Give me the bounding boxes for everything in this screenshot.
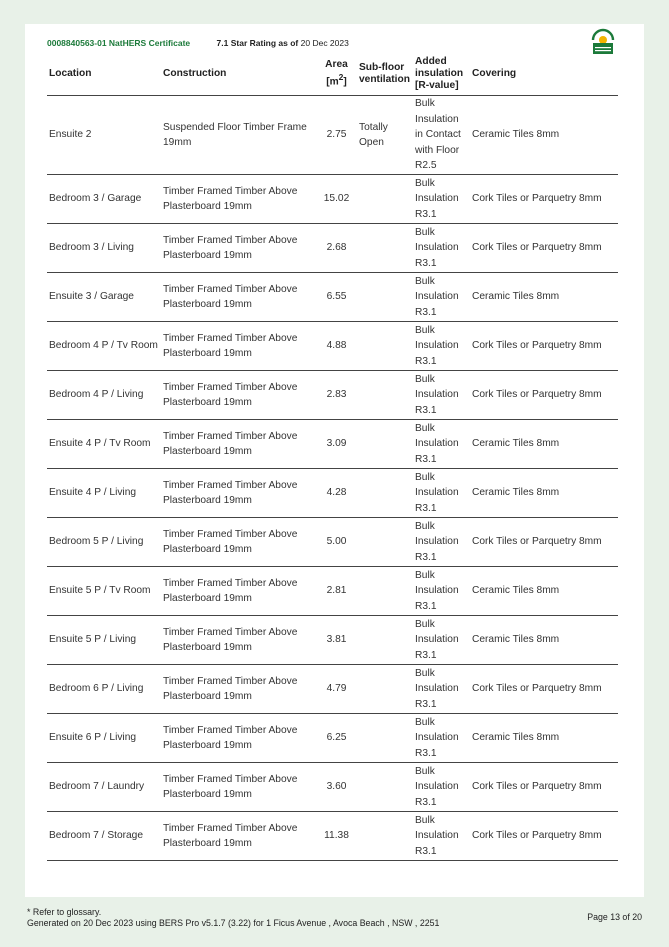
cell-subfloor (357, 616, 413, 665)
cell-subfloor (357, 812, 413, 861)
insulation-label-1: Added (415, 56, 447, 67)
table-row (47, 224, 618, 273)
table-row (47, 714, 618, 763)
area-unit-close: ] (343, 76, 347, 88)
area-unit-sup: 2 (338, 72, 344, 83)
glossary-note: * Refer to glossary. (27, 907, 102, 917)
table-row (47, 322, 618, 371)
cell-location: Ensuite 3 / Garage (47, 273, 161, 322)
page-header (47, 38, 349, 48)
cell-covering: Cork Tiles or Parquetry 8mm (470, 322, 618, 371)
column-header-location: Location (47, 53, 161, 96)
cell-subfloor: Totally Open (357, 96, 413, 175)
cell-subfloor (357, 175, 413, 224)
cell-location: Ensuite 5 P / Tv Room (47, 567, 161, 616)
cell-construction: Suspended Floor Timber Frame 19mm (161, 96, 316, 175)
cell-insulation: Bulk Insulation R3.1 (413, 322, 470, 371)
cell-area: 3.81 (316, 616, 357, 665)
cell-subfloor (357, 371, 413, 420)
cell-covering: Cork Tiles or Parquetry 8mm (470, 518, 618, 567)
cell-location: Bedroom 4 P / Tv Room (47, 322, 161, 371)
cell-area: 6.55 (316, 273, 357, 322)
cell-insulation: Bulk Insulation R3.1 (413, 469, 470, 518)
cell-location: Ensuite 4 P / Living (47, 469, 161, 518)
table-row (47, 518, 618, 567)
table-row (47, 616, 618, 665)
cell-construction: Timber Framed Timber Above Plasterboard 19mm (161, 224, 316, 273)
cell-area: 3.60 (316, 763, 357, 812)
cell-location: Bedroom 3 / Living (47, 224, 161, 273)
cell-construction: Timber Framed Timber Above Plasterboard 19mm (161, 763, 316, 812)
cell-covering: Ceramic Tiles 8mm (470, 469, 618, 518)
cell-area: 11.38 (316, 812, 357, 861)
cell-covering: Cork Tiles or Parquetry 8mm (470, 371, 618, 420)
cell-subfloor (357, 420, 413, 469)
cell-construction: Timber Framed Timber Above Plasterboard 19mm (161, 812, 316, 861)
table-row (47, 420, 618, 469)
floor-construction-table (47, 53, 618, 861)
cell-insulation: Bulk Insulation R3.1 (413, 371, 470, 420)
cell-subfloor (357, 273, 413, 322)
star-rating-label: 7.1 Star Rating as of (216, 38, 299, 48)
cell-construction: Timber Framed Timber Above Plasterboard 19mm (161, 616, 316, 665)
cell-area: 2.83 (316, 371, 357, 420)
cell-insulation: Bulk Insulation in Contact with Floor R2.5 (413, 96, 470, 175)
cell-area: 5.00 (316, 518, 357, 567)
cell-subfloor (357, 518, 413, 567)
table-row (47, 175, 618, 224)
cell-covering: Cork Tiles or Parquetry 8mm (470, 665, 618, 714)
page-number: Page 13 of 20 (587, 912, 642, 922)
column-header-area (316, 53, 357, 96)
subfloor-label-2: ventilation (359, 74, 410, 85)
cell-subfloor (357, 567, 413, 616)
cell-construction: Timber Framed Timber Above Plasterboard 19mm (161, 714, 316, 763)
cell-area: 4.79 (316, 665, 357, 714)
cell-area: 2.75 (316, 96, 357, 175)
cell-covering: Cork Tiles or Parquetry 8mm (470, 812, 618, 861)
cell-insulation: Bulk Insulation R3.1 (413, 175, 470, 224)
column-header-subfloor (357, 53, 413, 96)
table-row (47, 812, 618, 861)
table-row (47, 469, 618, 518)
cell-subfloor (357, 665, 413, 714)
cell-covering: Ceramic Tiles 8mm (470, 567, 618, 616)
cell-construction: Timber Framed Timber Above Plasterboard 19mm (161, 518, 316, 567)
certificate-id: 0008840563-01 NatHERS Certificate (47, 38, 191, 48)
subfloor-label-1: Sub-floor (359, 62, 405, 73)
cell-covering: Cork Tiles or Parquetry 8mm (470, 175, 618, 224)
area-label: Area (325, 59, 348, 71)
cell-subfloor (357, 322, 413, 371)
cell-construction: Timber Framed Timber Above Plasterboard 19mm (161, 567, 316, 616)
cell-location: Bedroom 6 P / Living (47, 665, 161, 714)
cell-subfloor (357, 763, 413, 812)
column-header-construction: Construction (161, 53, 316, 96)
cell-subfloor (357, 469, 413, 518)
table-row (47, 567, 618, 616)
cell-insulation: Bulk Insulation R3.1 (413, 273, 470, 322)
cell-covering: Cork Tiles or Parquetry 8mm (470, 224, 618, 273)
cell-insulation: Bulk Insulation R3.1 (413, 812, 470, 861)
page-footer (27, 907, 439, 929)
rating-date: 20 Dec 2023 (300, 38, 349, 48)
table-row (47, 665, 618, 714)
insulation-label-2: insulation (415, 68, 464, 79)
cell-insulation: Bulk Insulation R3.1 (413, 714, 470, 763)
generated-note: Generated on 20 Dec 2023 using BERS Pro v5.1.7 (3.22) for 1 Ficus Avenue , Avoca Beach , NSW , 2251 (27, 918, 440, 928)
cell-location: Bedroom 3 / Garage (47, 175, 161, 224)
cell-location: Bedroom 7 / Laundry (47, 763, 161, 812)
cell-construction: Timber Framed Timber Above Plasterboard 19mm (161, 469, 316, 518)
cell-insulation: Bulk Insulation R3.1 (413, 665, 470, 714)
cell-construction: Timber Framed Timber Above Plasterboard 19mm (161, 322, 316, 371)
cell-insulation: Bulk Insulation R3.1 (413, 224, 470, 273)
cell-subfloor (357, 714, 413, 763)
cell-location: Ensuite 6 P / Living (47, 714, 161, 763)
cell-covering: Ceramic Tiles 8mm (470, 420, 618, 469)
cell-area: 2.68 (316, 224, 357, 273)
area-unit-open: [m (326, 76, 339, 88)
certificate-page (25, 24, 644, 897)
table-row (47, 96, 618, 175)
cell-insulation: Bulk Insulation R3.1 (413, 763, 470, 812)
cell-location: Bedroom 5 P / Living (47, 518, 161, 567)
table-row (47, 763, 618, 812)
cell-area: 2.81 (316, 567, 357, 616)
insulation-label-3: [R-value] (415, 80, 459, 91)
cell-covering: Ceramic Tiles 8mm (470, 714, 618, 763)
cell-covering: Cork Tiles or Parquetry 8mm (470, 763, 618, 812)
cell-construction: Timber Framed Timber Above Plasterboard 19mm (161, 175, 316, 224)
cell-location: Ensuite 5 P / Living (47, 616, 161, 665)
table-row (47, 371, 618, 420)
cell-location: Ensuite 4 P / Tv Room (47, 420, 161, 469)
cell-subfloor (357, 224, 413, 273)
cell-covering: Ceramic Tiles 8mm (470, 616, 618, 665)
cell-area: 15.02 (316, 175, 357, 224)
cell-area: 4.28 (316, 469, 357, 518)
cell-covering: Ceramic Tiles 8mm (470, 96, 618, 175)
cell-covering: Ceramic Tiles 8mm (470, 273, 618, 322)
cell-insulation: Bulk Insulation R3.1 (413, 420, 470, 469)
cell-area: 4.88 (316, 322, 357, 371)
cell-location: Ensuite 2 (47, 96, 161, 175)
cell-construction: Timber Framed Timber Above Plasterboard 19mm (161, 665, 316, 714)
cell-insulation: Bulk Insulation R3.1 (413, 567, 470, 616)
column-header-insulation (413, 53, 470, 96)
cell-insulation: Bulk Insulation R3.1 (413, 518, 470, 567)
column-header-covering: Covering (470, 53, 618, 96)
cell-construction: Timber Framed Timber Above Plasterboard 19mm (161, 420, 316, 469)
table-row (47, 273, 618, 322)
cell-location: Bedroom 7 / Storage (47, 812, 161, 861)
cell-construction: Timber Framed Timber Above Plasterboard 19mm (161, 273, 316, 322)
cell-area: 3.09 (316, 420, 357, 469)
cell-construction: Timber Framed Timber Above Plasterboard 19mm (161, 371, 316, 420)
star-rating (217, 38, 349, 48)
cell-insulation: Bulk Insulation R3.1 (413, 616, 470, 665)
cell-area: 6.25 (316, 714, 357, 763)
nathers-logo-icon (590, 28, 616, 56)
cell-location: Bedroom 4 P / Living (47, 371, 161, 420)
table-header-row (47, 53, 618, 96)
